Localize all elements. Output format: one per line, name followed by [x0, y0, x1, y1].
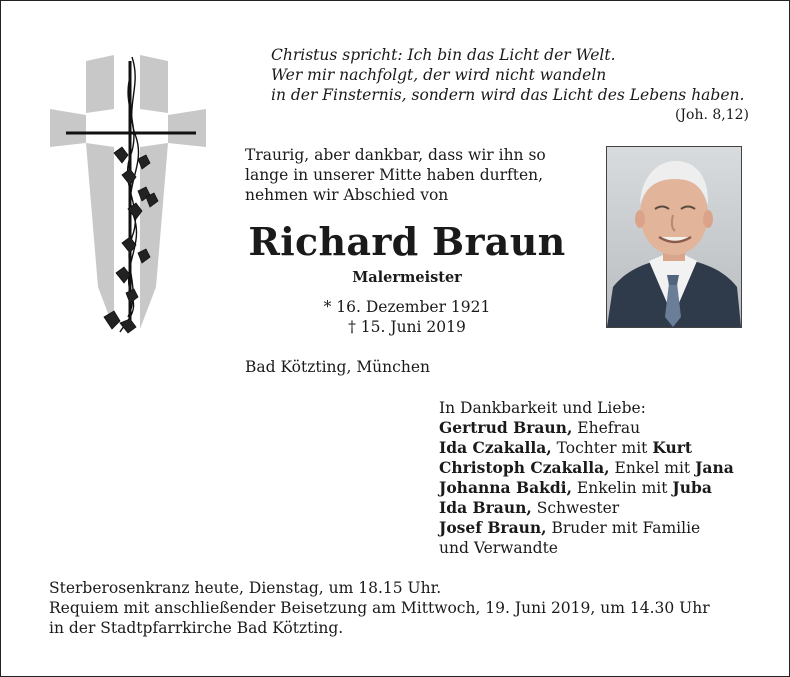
- mourners-closing: und Verwandte: [439, 539, 558, 557]
- mourner-relation: Enkel mit: [609, 459, 696, 477]
- mourner-name: Johanna Bakdi,: [439, 478, 572, 497]
- quote-line-1: Christus spricht: Ich bin das Licht der Welt.: [271, 46, 616, 64]
- quote-line-2: Wer mir nachfolgt, der wird nicht wandeln: [271, 66, 607, 84]
- intro-line-2: lange in unserer Mitte haben durften,: [245, 166, 544, 184]
- intro-line-1: Traurig, aber dankbar, dass wir ihn so: [245, 146, 546, 164]
- birth-date: * 16. Dezember 1921: [323, 298, 491, 316]
- bible-quote: [271, 45, 751, 123]
- mourner-entry: [439, 478, 769, 498]
- mourners-heading: In Dankbarkeit und Liebe:: [439, 399, 646, 417]
- death-date: † 15. Juni 2019: [348, 318, 466, 336]
- places: Bad Kötzting, München: [245, 358, 430, 376]
- mourner-relation: Schwester: [531, 499, 620, 517]
- deceased-profession: Malermeister: [352, 269, 462, 286]
- service-info: [49, 578, 769, 638]
- intro-text: [245, 145, 585, 205]
- mourner-partner: Juba: [672, 478, 712, 497]
- mourner-relation: Ehefrau: [572, 419, 641, 437]
- quote-line-3: in der Finsternis, sondern wird das Licht des Lebens haben.: [271, 86, 745, 104]
- mourner-partner: Jana: [695, 458, 734, 477]
- mourner-relation: Enkelin mit: [571, 479, 673, 497]
- mourner-entry: [439, 438, 769, 458]
- mourner-entry: [439, 498, 769, 518]
- mourner-relation: Bruder mit Familie: [546, 519, 701, 537]
- mourner-name: Gertrud Braun,: [439, 418, 573, 437]
- mourner-name: Christoph Czakalla,: [439, 458, 610, 477]
- service-line-3: in der Stadtpfarrkirche Bad Kötzting.: [49, 619, 344, 637]
- life-dates: [227, 297, 587, 337]
- mourner-name: Ida Czakalla,: [439, 438, 552, 457]
- cross-with-ivy-icon: [46, 47, 211, 337]
- mourner-entry: [439, 418, 769, 438]
- mourner-entry: [439, 518, 769, 538]
- mourner-name: Josef Braun,: [439, 518, 547, 537]
- deceased-name: Richard Braun: [248, 219, 566, 264]
- service-line-1: Sterberosenkranz heute, Dienstag, um 18.15 Uhr.: [49, 579, 442, 597]
- mourners-list: [439, 398, 769, 558]
- mourner-relation: Tochter mit: [551, 439, 653, 457]
- portrait-illustration: [607, 147, 741, 327]
- mourner-name: Ida Braun,: [439, 498, 532, 517]
- mourner-partner: Kurt: [652, 438, 693, 457]
- intro-line-3: nehmen wir Abschied von: [245, 186, 449, 204]
- portrait-photo: [606, 146, 742, 328]
- service-line-2: Requiem mit anschließender Beisetzung am Mittwoch, 19. Juni 2019, um 14.30 Uhr: [49, 599, 710, 617]
- quote-reference: (Joh. 8,12): [674, 107, 749, 123]
- mourner-entry: [439, 458, 769, 478]
